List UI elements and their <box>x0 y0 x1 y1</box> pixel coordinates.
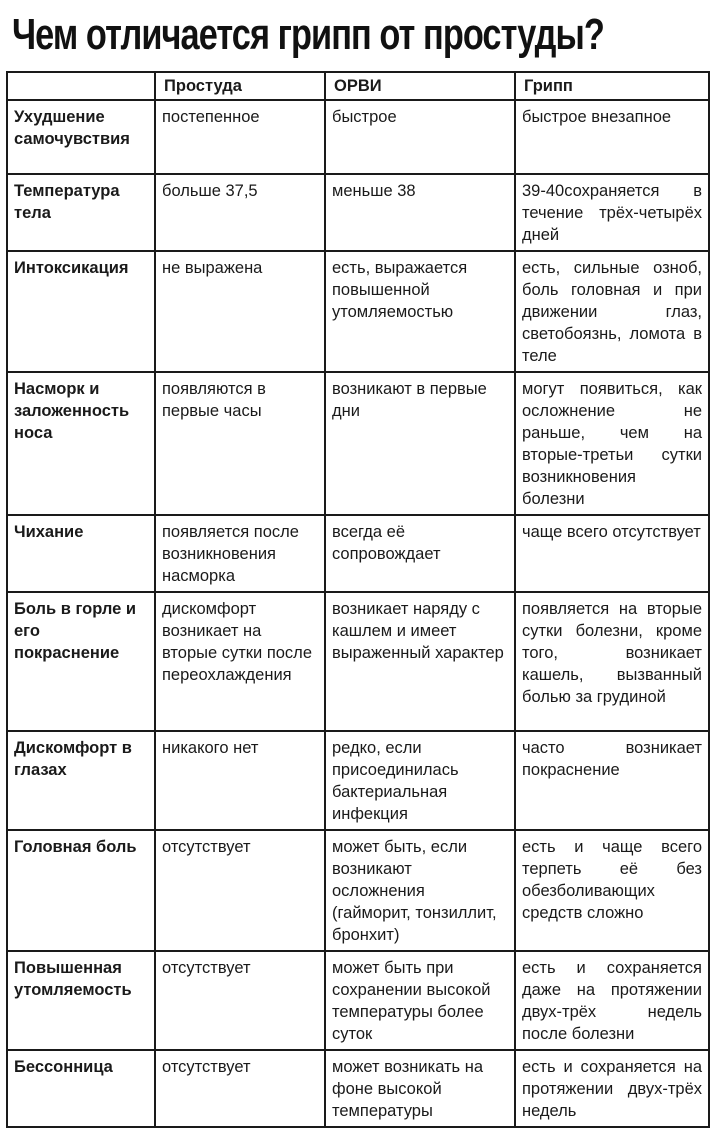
header-cold: Простуда <box>155 72 325 100</box>
header-orvi: ОРВИ <box>325 72 515 100</box>
header-flu: Грипп <box>515 72 709 100</box>
cell-flu: появляется на вторые сутки болезни, кроме того, возникает кашель, вызванный болью за грудиной <box>515 592 709 731</box>
header-empty-corner <box>7 72 155 100</box>
cell-flu: есть и сохраняется даже на протяжении двух-трёх недель после болезни <box>515 951 709 1050</box>
cell-cold: постепенное <box>155 100 325 174</box>
row-label: Интоксикация <box>7 251 155 372</box>
cell-flu: чаще всего отсутствует <box>515 515 709 592</box>
cell-flu: часто возникает покраснение <box>515 731 709 830</box>
row-label: Бессонница <box>7 1050 155 1127</box>
cell-cold: появляется после возникновения насморка <box>155 515 325 592</box>
table-row <box>7 830 709 951</box>
row-label: Боль в горле и его покраснение <box>7 592 155 731</box>
row-label: Дискомфорт в глазах <box>7 731 155 830</box>
cell-cold: отсутствует <box>155 830 325 951</box>
row-label: Головная боль <box>7 830 155 951</box>
comparison-table <box>6 71 710 1128</box>
cell-cold: дискомфорт возникает на вторые сутки после переохлаждения <box>155 592 325 731</box>
cell-cold: отсутствует <box>155 1050 325 1127</box>
table-row <box>7 174 709 251</box>
cell-flu: есть и сохраняется на протяжении двух-трёх недель <box>515 1050 709 1127</box>
cell-orvi: может быть при сохранении высокой температуры более суток <box>325 951 515 1050</box>
cell-orvi: может возникать на фоне высокой температуры <box>325 1050 515 1127</box>
table-row <box>7 592 709 731</box>
cell-orvi: всегда её сопровождает <box>325 515 515 592</box>
cell-cold: больше 37,5 <box>155 174 325 251</box>
row-label: Повышенная утомляемость <box>7 951 155 1050</box>
cell-flu: быстрое внезапное <box>515 100 709 174</box>
cell-cold: не выражена <box>155 251 325 372</box>
cell-orvi: редко, если присоединилась бактериальная инфекция <box>325 731 515 830</box>
table-header-row <box>7 72 709 100</box>
table-row <box>7 515 709 592</box>
row-label: Температура тела <box>7 174 155 251</box>
table-row <box>7 731 709 830</box>
page-title: Чем отличается грипп от простуды? <box>12 10 604 59</box>
cell-flu: 39-40сохраняется в течение трёх-четырёх дней <box>515 174 709 251</box>
table-row <box>7 251 709 372</box>
table-row <box>7 951 709 1050</box>
cell-cold: появляются в первые часы <box>155 372 325 515</box>
cell-flu: есть и чаще всего терпеть её без обезболивающих средств сложно <box>515 830 709 951</box>
cell-orvi: есть, выражается повышенной утомляемостью <box>325 251 515 372</box>
cell-orvi: возникают в первые дни <box>325 372 515 515</box>
row-label: Ухудшение самочувствия <box>7 100 155 174</box>
cell-flu: есть, сильные озноб, боль головная и при движении глаз, светобоязнь, ломота в теле <box>515 251 709 372</box>
cell-orvi: может быть, если возникают осложнения (гайморит, тонзиллит, бронхит) <box>325 830 515 951</box>
cell-orvi: меньше 38 <box>325 174 515 251</box>
table-row <box>7 372 709 515</box>
cell-orvi: быстрое <box>325 100 515 174</box>
cell-cold: отсутствует <box>155 951 325 1050</box>
cell-orvi: возникает наряду с кашлем и имеет выраженный характер <box>325 592 515 731</box>
table-row <box>7 100 709 174</box>
row-label: Чихание <box>7 515 155 592</box>
row-label: Насморк и заложенность носа <box>7 372 155 515</box>
table-row <box>7 1050 709 1127</box>
cell-flu: могут появиться, как осложнение не раньше, чем на вторые-третьи сутки возникновения болезни <box>515 372 709 515</box>
cell-cold: никакого нет <box>155 731 325 830</box>
